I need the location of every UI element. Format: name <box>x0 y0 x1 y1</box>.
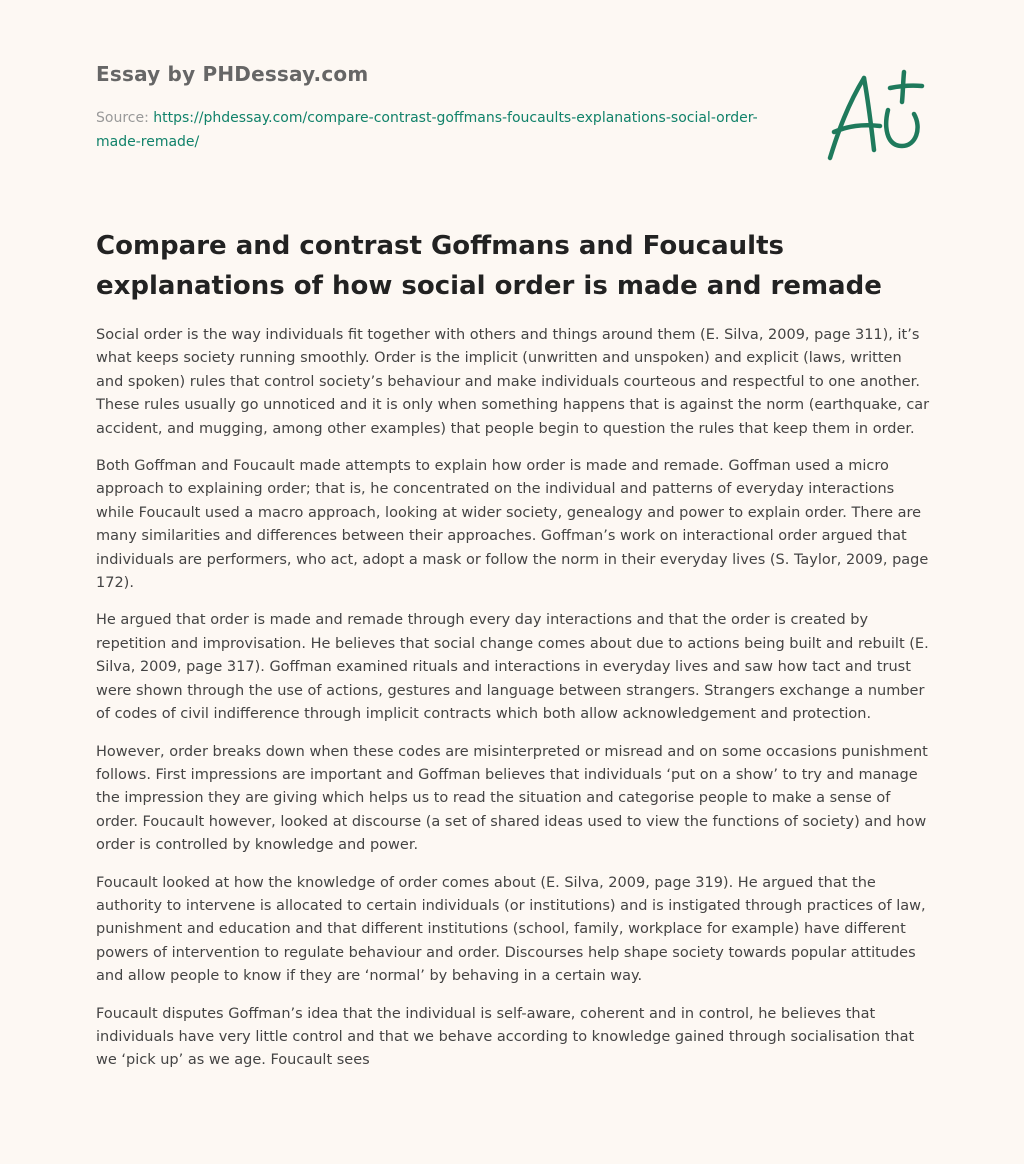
header <box>96 62 796 154</box>
essay-title: Compare and contrast Goffmans and Foucaults explanations of how social order is made and remade <box>96 231 882 301</box>
source-label: Source: <box>96 110 154 126</box>
essay-paragraph: Foucault looked at how the knowledge of order comes about (E. Silva, 2009, page 319). He argued that the authority to intervene is allocated to certain individuals (or institutions) and is instigated through practices of law, punishment and education and that different institutions (school, family, workplace for example) have different powers of intervention to regulate behaviour and order. Discourses help shape society towards popular attitudes and allow people to know if they are ‘normal’ by behaving in a certain way. <box>96 874 926 985</box>
essay-paragraph: However, order breaks down when these codes are misinterpreted or misread and on some occasions punishment follows. First impressions are important and Goffman believes that individuals ‘put on a show’ to try and manage the impression they are giving which helps us to read the situation and categorise people to make a sense of order. Foucault however, looked at discourse (a set of shared ideas used to view the functions of society) and how order is controlled by knowledge and power. <box>96 743 928 854</box>
site-brand: Essay by PHDessay.com <box>96 62 369 86</box>
essay-paragraph: Social order is the way individuals fit together with others and things around them (E. Silva, 2009, page 311), it’s what keeps society running smoothly. Order is the implicit (unwritten and unspoken) and explicit (laws, written and spoken) rules that control society’s behaviour and make individuals courteous and respectful to one another. These rules usually go unnoticed and it is only when something happens that is against the norm (earthquake, car accident, and mugging, among other examples) that people begin to question the rules that keep them in order. <box>96 327 930 437</box>
essay-paragraph: He argued that order is made and remade through every day interactions and that the order is created by repetition and improvisation. He believes that social change comes about due to actions being built and rebuilt (E. Silva, 2009, page 317). Goffman examined rituals and interactions in everyday lives and saw how tact and trust were shown through the use of actions, gestures and language between strangers. Strangers exchange a number of codes of civil indifference through implicit contracts which both allow acknowledgement and protection. <box>96 612 929 723</box>
source-link[interactable]: https://phdessay.com/compare-contrast-goffmans-foucaults-explanations-social-order-made-remade/ <box>96 110 758 150</box>
essay-paragraph: Foucault disputes Goffman’s idea that the individual is self-aware, coherent and in control, he believes that individuals have very little control and that we behave according to knowledge gained through socialisation that we ‘pick up’ as we age. Foucault sees <box>96 1005 915 1069</box>
source-line <box>96 106 796 154</box>
essay-paragraph: Both Goffman and Foucault made attempts to explain how order is made and remade. Goffman used a micro approach to explaining order; that is, he concentrated on the individual and patterns of everyday interactions while Foucault used a macro approach, looking at wider society, genealogy and power to explain order. There are many similarities and differences between their approaches. Goffman’s work on interactional order argued that individuals are performers, who act, adopt a mask or follow the norm in their everyday lives (S. Taylor, 2009, page 172). <box>96 458 929 592</box>
essay-body <box>96 324 932 1087</box>
a-plus-logo-icon <box>818 66 930 166</box>
